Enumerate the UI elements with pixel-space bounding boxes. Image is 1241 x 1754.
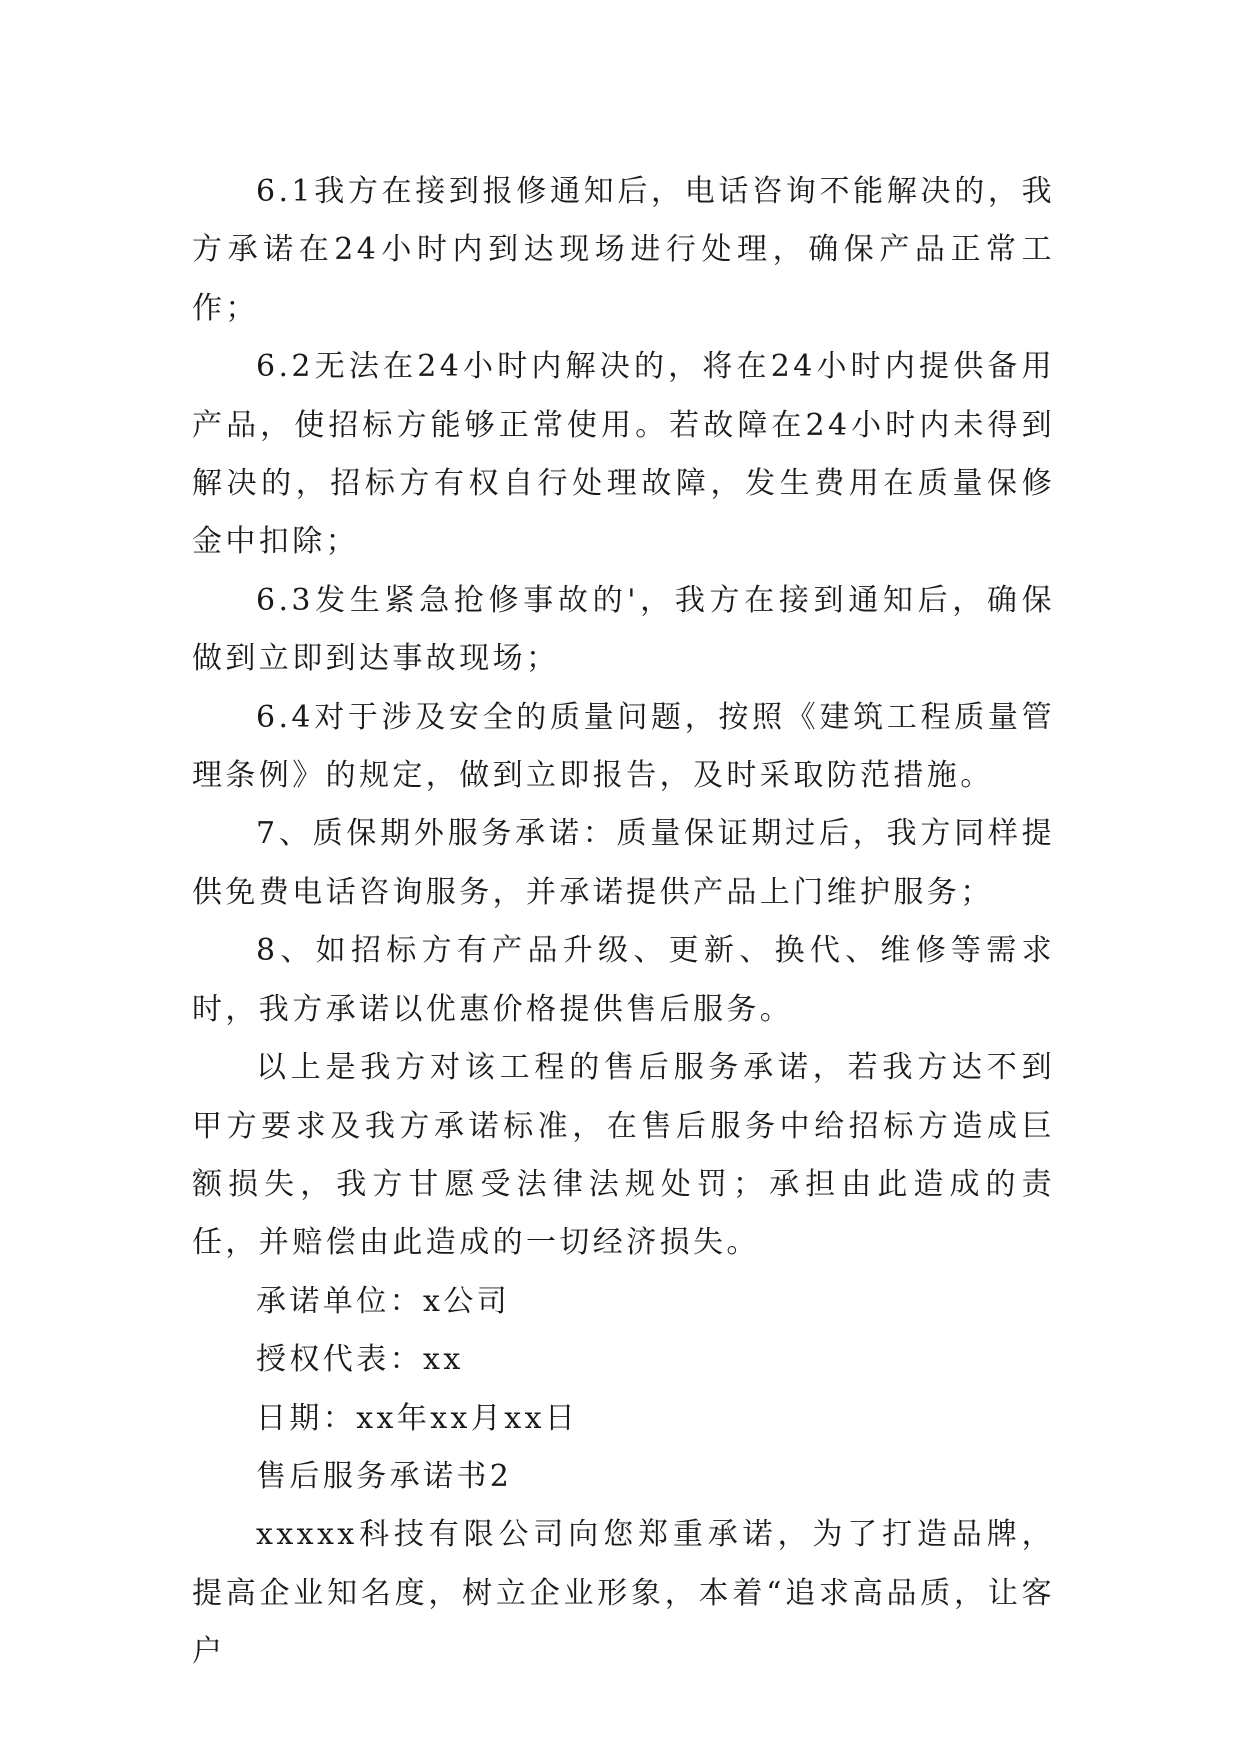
company-commitment-intro: xxxxx科技有限公司向您郑重承诺，为了打造品牌，提高企业知名度，树立企业形象，本着“追求高品质，让客户 [192, 1517, 1055, 1670]
clause-6-3: 6.3发生紧急抢修事故的'，我方在接到通知后，确保做到立即到达事故现场； [192, 582, 1055, 677]
clause-7: 7、质保期外服务承诺：质量保证期过后，我方同样提供免费电话咨询服务，并承诺提供产品上门维护服务； [192, 816, 1055, 910]
signing-unit: 承诺单位：x公司 [256, 1283, 511, 1319]
authorized-representative: 授权代表：xx [256, 1342, 464, 1378]
section-title: 售后服务承诺书2 [256, 1458, 513, 1494]
clause-6-2: 6.2无法在24小时内解决的，将在24小时内提供备用产品，使招标方能够正常使用。若故障在24小时内未得到解决的，招标方有权自行处理故障，发生费用在质量保修金中扣除； [192, 349, 1055, 560]
clause-6-4: 6.4对于涉及安全的质量问题，按照《建筑工程质量管理条例》的规定，做到立即报告，及时采取防范措施。 [192, 699, 1055, 794]
commitment-summary: 以上是我方对该工程的售后服务承诺，若我方达不到甲方要求及我方承诺标准，在售后服务中给招标方造成巨额损失，我方甘愿受法律法规处罚；承担由此造成的责任，并赔偿由此造成的一切经济损失。 [192, 1050, 1055, 1261]
clause-8: 8、如招标方有产品升级、更新、换代、维修等需求时，我方承诺以优惠价格提供售后服务。 [192, 933, 1055, 1027]
date-line: 日期：xx年xx月xx日 [256, 1400, 579, 1436]
clause-6-1: 6.1我方在接到报修通知后，电话咨询不能解决的，我方承诺在24小时内到达现场进行处理，确保产品正常工作； [192, 174, 1055, 326]
